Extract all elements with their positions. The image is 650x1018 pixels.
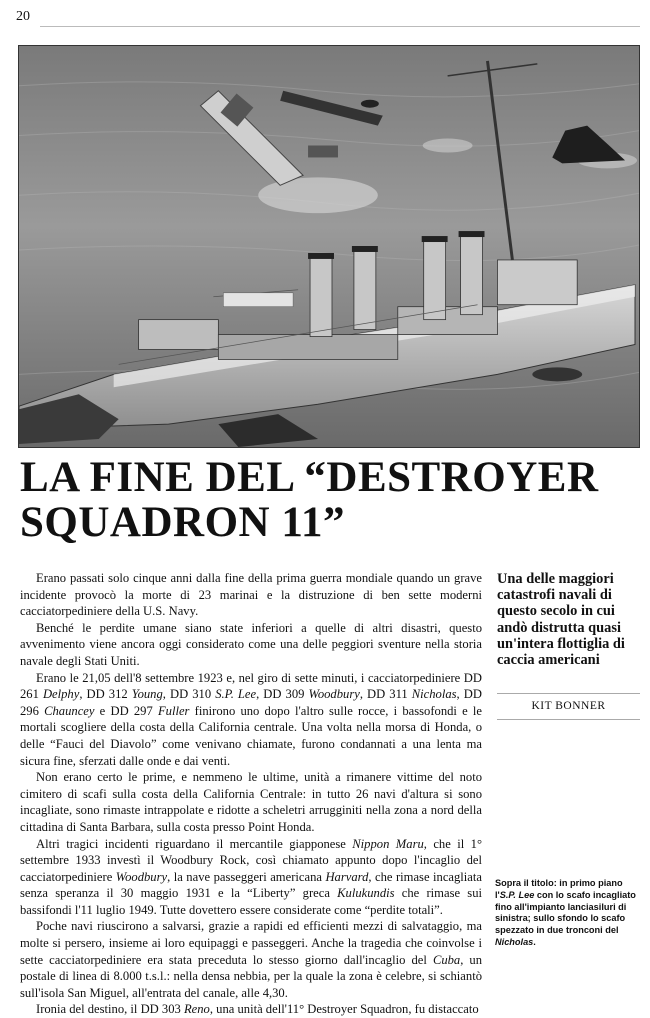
text-run: , una unità dell'11° Destroyer Squadron, fu distaccato <box>209 1002 479 1017</box>
italic-text: Woodbury <box>115 869 168 884</box>
italic-text: S.P. Lee <box>499 889 535 900</box>
text-run: , DD 312 <box>79 687 132 702</box>
header-rule <box>40 26 640 27</box>
text-run: Benché le perdite umane siano state inferiori a quelle di altri disastri, questo avvenimento viene ancora oggi considerato come una delle peggiori sventure nella storia navale degli Stati Uniti. <box>20 620 482 668</box>
body-paragraph <box>20 769 482 835</box>
page-number: 20 <box>16 9 30 24</box>
article-headline <box>20 455 640 545</box>
photo-caption <box>495 878 645 949</box>
italic-text: Chauncey <box>44 703 95 718</box>
body-paragraph <box>20 918 482 1001</box>
text-run: e DD 297 <box>94 703 158 718</box>
text-run: Sopra il titolo: in primo piano l' <box>495 878 623 900</box>
shipwreck-photo <box>18 45 640 448</box>
text-run: Poche navi riuscirono a salvarsi, grazie a rapidi ed efficienti mezzi di salvataggio, ma molte si persero, insieme ai loro equipaggi e passeggeri. Anche la tragedia che coinvolse i sette cacciatorpediniere era stata preceduta lo stesso giorno dall'incaglio del <box>20 919 482 967</box>
italic-text: Kulukundis <box>337 886 395 901</box>
body-paragraph <box>20 570 482 620</box>
italic-text: Cuba <box>432 952 461 967</box>
text-run: , DD 309 <box>256 687 309 702</box>
text-run: , che il 1° settembre 1933 investì il Woodbury Rock, così chiamato appunto dopo l'incaglio del cacciatorpediniere <box>20 836 482 884</box>
text-run: che rimase sui bassifondi l'11 luglio 1949. Tutte dovettero essere considerate come “perdite totali”. <box>20 886 482 917</box>
text-run: . <box>533 936 536 947</box>
text-run: , un postale di linea di 8.000 t.s.l.: nella densa nebbia, per la quale la zona è celebre, si schiantò sull'isola San Miguel, all'entrata del canale, alle 4,30. <box>20 952 483 1000</box>
text-run: finirono uno dopo l'altro sulle rocce, i bassofondi e le mortali scogliere della costa della California centrale. Una volta nella morsa di Honda, o delle “Fauci del Diavolo” come venivano chiamate, furono condannati a una lenta ma sicura fine, sferzati dalle onde e dai venti. <box>20 703 483 768</box>
italic-text: Nicholas <box>495 936 534 947</box>
author-rule-top <box>497 693 640 694</box>
italic-text: Young <box>131 687 163 702</box>
italic-text: S.P. Lee <box>215 687 257 702</box>
italic-text: Nippon Maru <box>352 836 424 851</box>
italic-text: Delphy <box>42 687 80 702</box>
text-run: con lo scafo incagliato fino all'impianto lanciasiluri di sinistra; sullo sfondo lo scafo spezzato in due tronconi del <box>495 889 636 936</box>
text-run: , DD 311 <box>359 687 412 702</box>
text-run: Erano le 21,05 dell'8 settembre 1923 e, nel giro di sette minuti, i cacciatorpediniere DD 261 <box>20 670 482 702</box>
author-byline: KIT BONNER <box>531 700 606 712</box>
article-subhead: Una delle maggiori catastrofi navali di questo secolo in cui andò distrutta quasi un'intera flottiglia di caccia americani <box>497 571 625 669</box>
headline-line-1: LA FINE DEL “DESTROYER <box>20 454 599 501</box>
italic-text: Woodbury <box>308 687 360 702</box>
headline-line-2: SQUADRON 11” <box>20 499 345 546</box>
article-body <box>20 570 482 1018</box>
italic-text: Harvard <box>325 869 369 884</box>
text-run: Altri tragici incidenti riguardano il mercantile giapponese <box>36 836 353 851</box>
text-run: , che rimase incagliata senza speranza il 30 maggio 1931 e la “Liberty” greca <box>20 869 482 901</box>
italic-text: Fuller <box>157 703 190 718</box>
text-run: Erano passati solo cinque anni dalla fine della prima guerra mondiale quando un grave incidente provocò la morte di 23 marinai e la distruzione di ben sette moderni cacciatorpediniere della U.S. Navy. <box>20 571 482 619</box>
italic-text: Nicholas <box>411 687 457 702</box>
text-run: , la nave passeggeri americana <box>167 869 326 884</box>
body-paragraph <box>20 670 482 770</box>
body-paragraph <box>20 620 482 670</box>
text-run: , DD 296 <box>20 687 482 718</box>
body-paragraph <box>20 836 482 919</box>
text-run: , DD 310 <box>162 687 216 702</box>
text-run: Ironia del destino, il DD 303 <box>36 1002 184 1017</box>
author-rule-bottom <box>497 719 640 720</box>
body-paragraph <box>20 1001 482 1018</box>
italic-text: Reno <box>183 1002 210 1017</box>
text-run: Non erano certo le prime, e nemmeno le ultime, unità a rimanere vittime del noto cimitero di scafi sulla costa della California Centrale: in tutto 26 navi d'altura si sono incagliate, sono rimaste intrappolate e ridotte a scheletri arrugginiti nella zona a nord della cittadina di Santa Barbara, sulla costa presso Point Honda. <box>20 770 482 834</box>
